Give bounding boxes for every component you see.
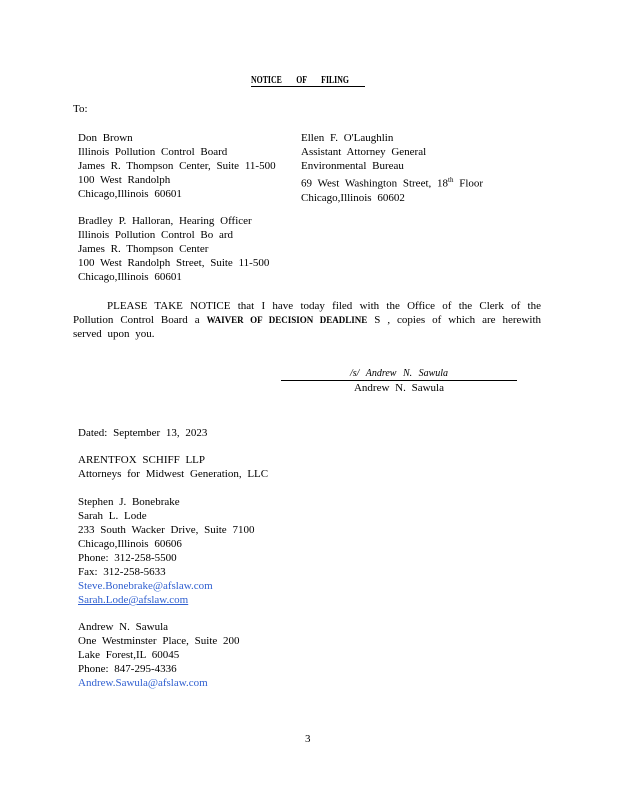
recipient-halloran	[78, 214, 269, 284]
contact-line: One Westminster Place, Suite 200	[78, 635, 240, 647]
recipient-line: Assistant Attorney General	[301, 146, 427, 158]
firm-role: Attorneys for Midwest Generation, LLC	[78, 468, 269, 480]
contact-line: Andrew N. Sawula	[78, 621, 169, 633]
title-underline	[251, 86, 365, 87]
to-label: To:	[73, 103, 88, 115]
contact-line: Sarah L. Lode	[78, 510, 147, 522]
recipient-line: Chicago,Illinois 60601	[78, 271, 182, 283]
recipient-olaughlin	[301, 131, 483, 205]
page-number: 3	[305, 733, 311, 745]
notice-text-end: S , copies of which are herewith served upon you.	[73, 314, 541, 340]
document-name: WAIVER OF DECISION DEADLINE	[206, 315, 368, 325]
address-ordinal: th	[448, 176, 454, 184]
recipient-line: James R. Thompson Center	[78, 243, 209, 255]
email-link-sawula[interactable]: Andrew.Sawula@afslaw.com	[78, 677, 208, 689]
recipient-line: James R. Thompson Center, Suite 11-500	[78, 160, 276, 172]
recipient-name: Ellen F. O'Laughlin	[301, 132, 394, 144]
document-title: NOTICE OF FILING	[251, 75, 349, 86]
address-floor: Floor	[453, 177, 484, 190]
recipient-line: 100 West Randolph Street, Suite 11-500	[78, 257, 270, 269]
email-link-bonebrake[interactable]: Steve.Bonebrake@afslaw.com	[78, 580, 213, 592]
contact-line: Chicago,Illinois 60606	[78, 538, 182, 550]
contact-line: Phone: 847-295-4336	[78, 663, 177, 675]
signature-block	[281, 368, 517, 396]
contact-line: Phone: 312-258-5500	[78, 552, 177, 564]
recipient-line: Environmental Bureau	[301, 160, 404, 172]
address-street: 69 West Washington Street, 18	[301, 177, 449, 190]
recipient-line: Illinois Pollution Control Board	[78, 146, 228, 158]
recipient-line	[301, 173, 483, 191]
date-line: Dated: September 13, 2023	[78, 427, 208, 439]
contact-block-chicago	[78, 495, 254, 607]
recipient-line: Chicago,Illinois 60601	[78, 188, 182, 200]
recipient-line: 100 West Randolph	[78, 174, 171, 186]
recipient-line: Illinois Pollution Control Bo ard	[78, 229, 234, 241]
recipient-line: Chicago,Illinois 60602	[301, 191, 405, 204]
email-link-lode-row	[78, 593, 254, 607]
signer-name: Andrew N. Sawula	[353, 382, 444, 394]
recipient-name: Bradley P. Halloran, Hearing Officer	[78, 215, 252, 227]
contact-block-lake-forest	[78, 620, 240, 690]
recipient-name: Don Brown	[78, 132, 133, 144]
notice-paragraph	[73, 299, 541, 341]
electronic-signature: /s/ Andrew N. Sawula	[349, 368, 449, 379]
recipient-brown	[78, 131, 276, 201]
firm-name: ARENTFOX SCHIFF LLP	[78, 454, 206, 466]
email-link-lode[interactable]: Sarah.Lode@afslaw.com	[78, 594, 189, 606]
firm-block	[78, 453, 268, 481]
contact-line: Lake Forest,IL 60045	[78, 649, 180, 661]
notice-text: PLEASE TAKE NOTICE that I have today filed with the Office of the Clerk of the Pollution Control Board a	[73, 300, 541, 326]
contact-line: 233 South Wacker Drive, Suite 7100	[78, 524, 255, 536]
contact-line: Stephen J. Bonebrake	[78, 496, 180, 508]
contact-line: Fax: 312-258-5633	[78, 566, 166, 578]
